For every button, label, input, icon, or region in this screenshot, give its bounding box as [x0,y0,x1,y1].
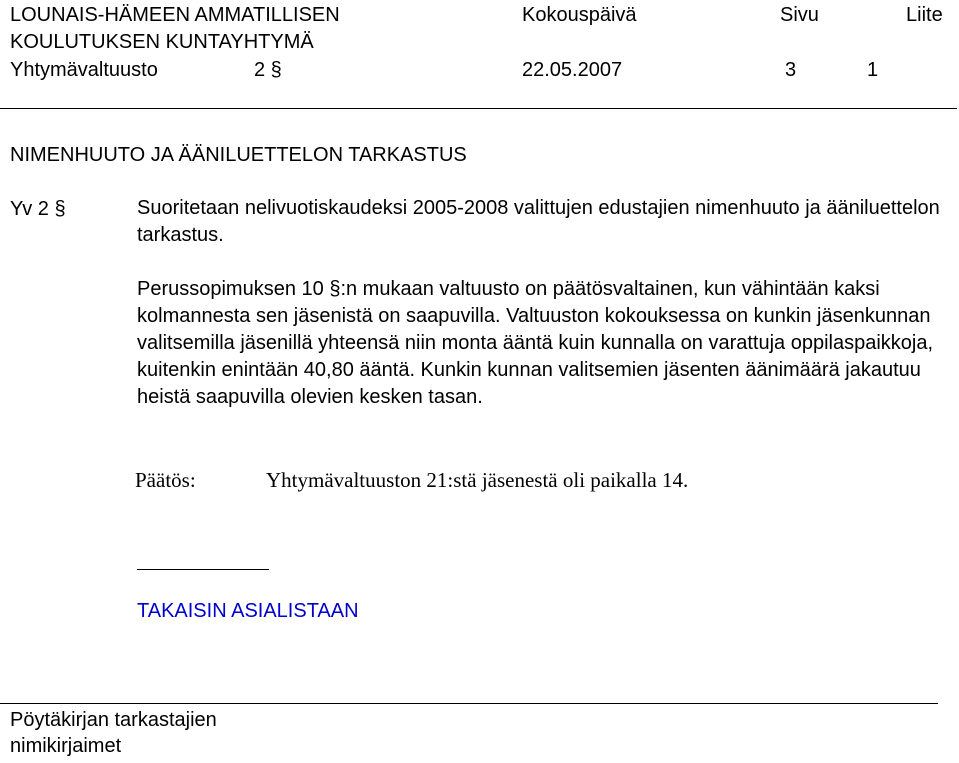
attachment-value: 1 [867,59,879,81]
org-name-line1: LOUNAIS-HÄMEEN AMMATILLISEN [10,4,340,26]
footer-divider [0,703,938,704]
item-code: Yv 2 § [10,198,66,220]
header-divider [0,108,957,109]
item-intro: Suoritetaan nelivuotiskaudeksi 2005-2008 valittujen edustajien nimenhuuto ja ääniluettelon tarkastus. [137,197,940,246]
footer-line1: Pöytäkirjan tarkastajien [10,709,217,731]
section-number: 2 § [254,59,282,81]
org-name-line2: KOULUTUKSEN KUNTAYHTYMÄ [10,31,314,53]
decision-label: Päätös: [135,468,196,492]
date-label: Kokouspäivä [522,4,637,26]
item-paragraph: Perussopimuksen 10 §:n mukaan valtuusto on päätösvaltainen, kun vähintään kaksi kolmannesta sen jäsenistä on saapuvilla. Valtuuston kokouksessa on kunkin jäsenkunnan valitsemilla jäsenillä yhteensä niin monta ääntä kuin kunnalla on varattuja oppilaspaikkoja, kuitenkin enintään 40,80 ääntä. Kunkin kunnan valitsemien jäsenten äänimäärä jakautuu heistä saapuvilla olevien kesken tasan. [137,278,934,408]
attachment-label: Liite [906,4,943,26]
short-divider [137,569,269,570]
date-value: 22.05.2007 [522,59,623,81]
page-label: Sivu [780,4,819,26]
footer-line2: nimikirjaimet [10,735,122,757]
decision-text: Yhtymävaltuuston 21:stä jäsenestä oli paikalla 14. [266,468,689,492]
meeting-body: Yhtymävaltuusto [10,59,158,81]
back-to-agenda-link[interactable]: TAKAISIN ASIALISTAAN [137,600,359,622]
page-value: 3 [785,59,797,81]
item-title: NIMENHUUTO JA ÄÄNILUETTELON TARKASTUS [10,144,467,166]
